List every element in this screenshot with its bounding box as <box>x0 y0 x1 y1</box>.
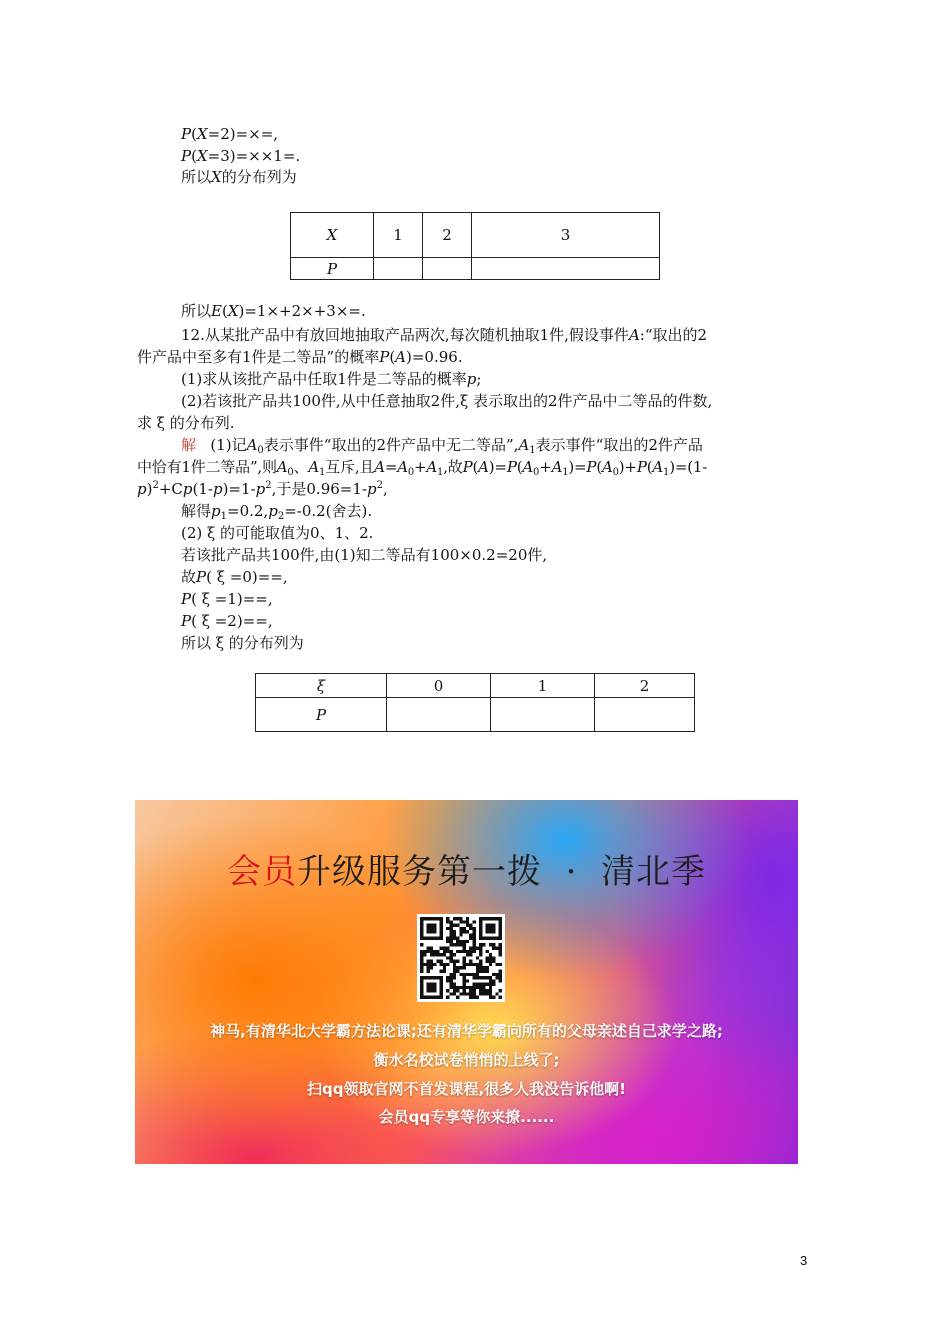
eq-p-xi2: P( ξ =2)==, <box>181 612 273 630</box>
expectation-line: 所以E(X)=1×+2×+3×=. <box>181 302 366 320</box>
solution-line2: 中恰有1件二等品”,则$A_0$、$A_1$互斥,且$A=A_0+A_1$,故$P(A)=P(A_0+A_1)=P(A_0)+P(A_1)=(1-$ <box>137 458 708 478</box>
banner-title-dot: · <box>565 852 578 892</box>
table-header-cell: 1 <box>374 213 423 258</box>
qr-code-icon[interactable] <box>417 914 505 1002</box>
table-cell <box>387 698 491 732</box>
banner-title-right: 清北季 <box>601 852 707 892</box>
solution-line6: 若该批产品共100件,由(1)知二等品有100×0.2=20件, <box>181 546 548 564</box>
solution-line1: 解 (1)记$A_0$表示事件“取出的2件产品中无二等品$”,A_1$表示事件“取出的2件产品 <box>181 436 703 456</box>
question-2-line1: (2)若该批产品共100件,从中任意抽取2件,ξ 表示取出的2件产品中二等品的件数, <box>181 392 713 410</box>
solution-line4: 解得$p_1=0.2,p_2=-0.2$(舍去). <box>181 502 373 522</box>
banner-line-2: 衡水名校试卷悄悄的上线了; <box>373 1051 560 1069</box>
banner-title-highlight: 会员 <box>226 852 297 892</box>
solution-line3: $p)^2+Cp(1-p)=1-p^2$,于是$0.96=1-p^2$, <box>137 480 388 498</box>
table-header-cell: 0 <box>387 674 491 698</box>
table-cell <box>374 258 423 280</box>
dist-table-x <box>290 212 660 280</box>
table-header-cell: 3 <box>472 213 660 258</box>
problem-12-line1: 12.从某批产品中有放回地抽取产品两次,每次随机抽取1件,假设事件A:“取出的2 <box>181 326 708 344</box>
banner-title-main: 升级服务第一拨 <box>296 852 542 892</box>
table-cell <box>595 698 695 732</box>
table-header-cell: ξ <box>256 674 387 698</box>
eq-p-x2: P(X=2)=×=, <box>181 125 279 143</box>
dist-table-xi <box>255 673 695 732</box>
banner-line-1: 神马,有清华北大学霸方法论课;还有清华学霸向所有的父母亲述自己求学之路; <box>210 1022 723 1040</box>
table-header-cell: X <box>291 213 374 258</box>
table-row-label: P <box>291 258 374 280</box>
table-cell <box>423 258 472 280</box>
dist-intro-x: 所以X的分布列为 <box>181 168 297 186</box>
eq-p-x3: P(X=3)=××1=. <box>181 147 301 165</box>
table-row-label: P <box>256 698 387 732</box>
page-number: 3 <box>800 1253 808 1268</box>
promo-banner[interactable] <box>135 800 798 1164</box>
solution-line5: (2) ξ 的可能取值为0、1、2. <box>181 524 374 542</box>
table-header-cell: 1 <box>491 674 595 698</box>
table-header-cell: 2 <box>595 674 695 698</box>
dist-intro-xi: 所以 ξ 的分布列为 <box>181 634 304 652</box>
solution-label: 解 <box>181 436 197 454</box>
eq-p-xi1: P( ξ =1)==, <box>181 590 273 608</box>
banner-line-4: 会员qq专享等你来撩...... <box>378 1108 555 1126</box>
question-1: (1)求从该批产品中任取1件是二等品的概率p; <box>181 370 482 388</box>
banner-title <box>135 844 798 893</box>
banner-line-3: 扫qq领取官网不首发课程,很多人我没告诉他啊! <box>306 1080 627 1098</box>
table-header-cell: 2 <box>423 213 472 258</box>
question-2-line2: 求 ξ 的分布列. <box>137 414 235 432</box>
table-cell <box>472 258 660 280</box>
eq-p-xi0: 故P( ξ =0)==, <box>181 568 288 586</box>
table-cell <box>491 698 595 732</box>
problem-12-line2: 件产品中至多有1件是二等品”的概率P(A)=0.96. <box>137 348 463 366</box>
